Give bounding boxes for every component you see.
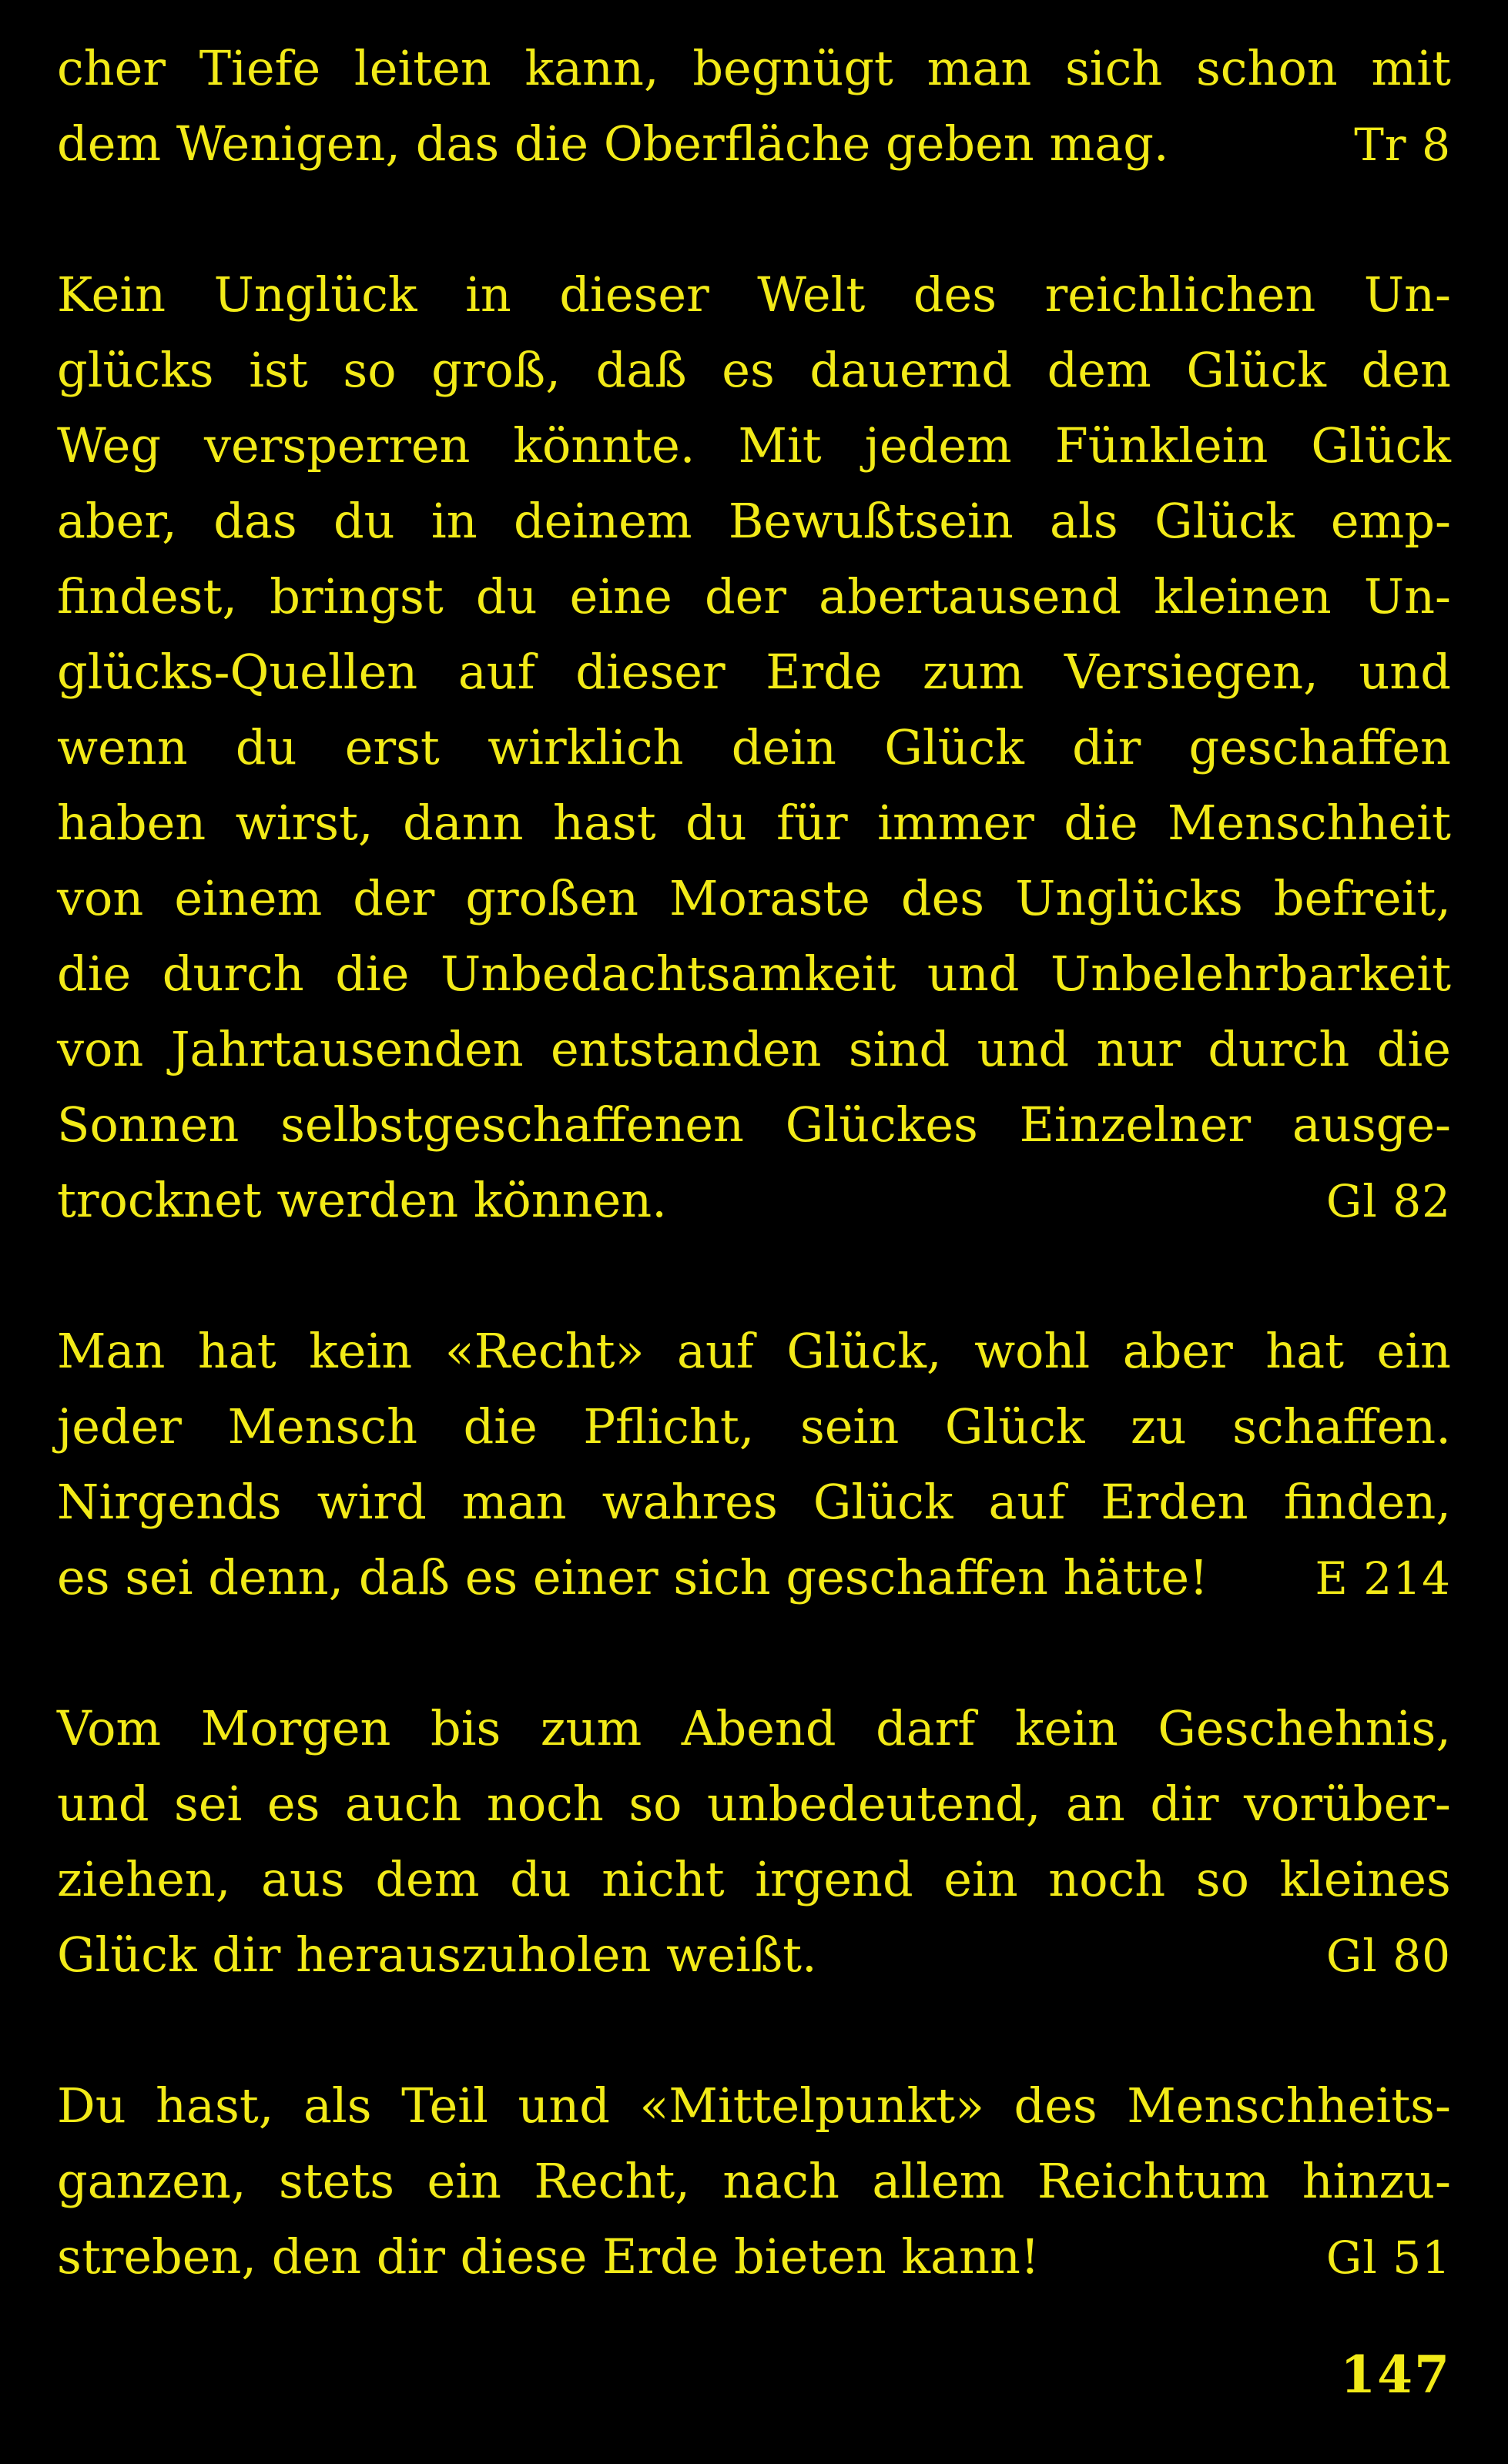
paragraph-gap — [57, 1615, 1451, 1691]
word: die — [335, 946, 410, 1002]
word: Abend — [681, 1700, 836, 1756]
paragraph-gap — [57, 182, 1451, 257]
text-line — [57, 1012, 1451, 1087]
word: immer — [877, 795, 1034, 851]
word: und — [518, 2077, 610, 2134]
paragraph — [57, 31, 1451, 182]
word: mit — [1371, 40, 1451, 96]
word: Nirgends — [57, 1474, 282, 1530]
word: von — [57, 870, 144, 926]
word: kein — [309, 1323, 413, 1379]
word: Geschehnis, — [1158, 1700, 1451, 1756]
word: das — [213, 493, 297, 549]
word: Reichtum — [1037, 2153, 1270, 2209]
text-line — [57, 408, 1451, 484]
word: Glückes — [785, 1096, 978, 1153]
word: bis — [431, 1700, 501, 1756]
word: in — [431, 493, 478, 549]
word: hat — [1265, 1323, 1345, 1379]
word: eine — [569, 568, 672, 624]
text-line — [57, 936, 1451, 1012]
text-line — [57, 1766, 1451, 1842]
word: jedem — [864, 417, 1012, 474]
word: darf — [876, 1700, 976, 1756]
text-line — [57, 2068, 1451, 2144]
word: Morgen — [200, 1700, 391, 1756]
word: auf — [457, 644, 535, 700]
text-line-content: es sei denn, daß es einer sich geschaffen hätte! — [57, 1549, 1208, 1605]
word: Vom — [57, 1700, 162, 1756]
word: des — [900, 870, 985, 926]
word: und — [977, 1021, 1070, 1077]
source-reference: Gl 82 — [1325, 1175, 1451, 1227]
text-line — [57, 333, 1451, 408]
word: Recht, — [534, 2153, 691, 2209]
word: auf — [676, 1323, 754, 1379]
word: und — [927, 946, 1020, 1002]
word: der — [704, 568, 786, 624]
word: sich — [1064, 40, 1163, 96]
word: schon — [1195, 40, 1338, 96]
word: ein — [943, 1851, 1018, 1907]
word: finden, — [1283, 1474, 1451, 1530]
word: cher — [57, 40, 166, 96]
text-line-content: dem Wenigen, das die Oberfläche geben mag. — [57, 116, 1169, 172]
text-line-content: Glück dir herauszuholen weißt. — [57, 1927, 817, 1983]
word: Glück, — [786, 1323, 942, 1379]
word: durch — [162, 946, 304, 1002]
word: könnte. — [513, 417, 695, 474]
word: glücks — [57, 342, 214, 398]
word: einem — [174, 870, 323, 926]
word: kann, — [524, 40, 659, 96]
word: Glück — [884, 719, 1024, 775]
word: man — [927, 40, 1032, 96]
word: ziehen, — [57, 1851, 231, 1907]
word: Bewußtsein — [728, 493, 1014, 549]
word: du — [333, 493, 395, 549]
word: wirst, — [235, 795, 374, 851]
text-line — [57, 1691, 1451, 1766]
word: abertausend — [819, 568, 1122, 624]
word: du — [235, 719, 297, 775]
word: Welt — [757, 266, 866, 323]
word: befreit, — [1273, 870, 1451, 926]
word: bringst — [270, 568, 444, 624]
word: Mit — [738, 417, 822, 474]
source-reference: Tr 8 — [1354, 119, 1451, 171]
text-line — [57, 1389, 1451, 1465]
word: der — [353, 870, 435, 926]
word: Teil — [401, 2077, 488, 2134]
word: und — [57, 1776, 149, 1832]
word: so — [1195, 1851, 1249, 1907]
word: Glück — [813, 1474, 953, 1530]
text-line — [57, 1917, 1451, 1993]
source-reference: Gl 51 — [1325, 2231, 1451, 2284]
text-line — [57, 1087, 1451, 1163]
word: auf — [988, 1474, 1066, 1530]
page-text — [57, 31, 1451, 2295]
word: Pflicht, — [583, 1398, 755, 1455]
word: sein — [800, 1398, 900, 1455]
text-line — [57, 634, 1451, 710]
word: für — [776, 795, 848, 851]
word: ausge- — [1292, 1096, 1451, 1153]
word: großen — [465, 870, 639, 926]
word: wird — [317, 1474, 427, 1530]
text-line — [57, 484, 1451, 559]
text-line — [57, 31, 1451, 106]
word: aus — [261, 1851, 345, 1907]
word: glücks-Quellen — [57, 644, 418, 700]
word: jeder — [57, 1398, 182, 1455]
word: hast, — [156, 2077, 274, 2134]
word: aber — [1122, 1323, 1233, 1379]
word: leiten — [354, 40, 491, 96]
word: «Mittelpunkt» — [639, 2077, 985, 2134]
word: Versiegen, — [1064, 644, 1319, 700]
word: nicht — [602, 1851, 725, 1907]
word: du — [475, 568, 538, 624]
word: Unbelehrbarkeit — [1051, 946, 1451, 1002]
word: dieser — [575, 644, 726, 700]
word: stets — [278, 2153, 395, 2209]
word: unbedeutend, — [706, 1776, 1041, 1832]
word: findest, — [57, 568, 238, 624]
word: haben — [57, 795, 206, 851]
text-line — [57, 785, 1451, 861]
word: ein — [1376, 1323, 1451, 1379]
word: geschaffen — [1188, 719, 1451, 775]
word: Kein — [57, 266, 166, 323]
word: auch — [344, 1776, 462, 1832]
word: deinem — [513, 493, 692, 549]
word: schaffen. — [1232, 1398, 1451, 1455]
word: dem — [1047, 342, 1151, 398]
word: ganzen, — [57, 2153, 246, 2209]
text-line — [57, 1314, 1451, 1389]
text-line — [57, 1540, 1451, 1615]
word: dem — [375, 1851, 480, 1907]
word: erst — [344, 719, 440, 775]
paragraph — [57, 1314, 1451, 1615]
word: ist — [249, 342, 308, 398]
word: des — [913, 266, 997, 323]
word: an — [1065, 1776, 1125, 1832]
word: zu — [1130, 1398, 1187, 1455]
word: die — [1064, 795, 1138, 851]
word: die — [1376, 1021, 1451, 1077]
word: hinzu- — [1302, 2153, 1451, 2209]
word: Glück — [1154, 493, 1295, 549]
paragraph — [57, 1691, 1451, 1993]
word: als — [303, 2077, 372, 2134]
word: Un- — [1363, 266, 1451, 323]
word: Menschheit — [1167, 795, 1451, 851]
word: wirklich — [488, 719, 684, 775]
word: Menschheits- — [1127, 2077, 1451, 2134]
word: so — [343, 342, 397, 398]
word: dir — [1150, 1776, 1219, 1832]
word: in — [465, 266, 511, 323]
word: es — [266, 1776, 320, 1832]
word: begnügt — [692, 40, 893, 96]
word: nur — [1096, 1021, 1181, 1077]
word: kleines — [1279, 1851, 1451, 1907]
word: Erde — [766, 644, 883, 700]
word: den — [1361, 342, 1451, 398]
word: Tiefe — [199, 40, 321, 96]
word: nach — [722, 2153, 839, 2209]
word: durch — [1208, 1021, 1350, 1077]
source-reference: E 214 — [1315, 1552, 1451, 1605]
word: von — [57, 1021, 144, 1077]
word: Du — [57, 2077, 126, 2134]
word: daß — [595, 342, 687, 398]
word: Jahrtausenden — [170, 1021, 524, 1077]
word: «Recht» — [444, 1323, 645, 1379]
word: noch — [1048, 1851, 1166, 1907]
word: dein — [731, 719, 836, 775]
word: hat — [197, 1323, 276, 1379]
word: groß, — [431, 342, 561, 398]
paragraph-gap — [57, 1993, 1451, 2068]
word: als — [1050, 493, 1118, 549]
word: Unglücks — [1015, 870, 1243, 926]
word: Sonnen — [57, 1096, 240, 1153]
word: zum — [923, 644, 1024, 700]
word: es — [722, 342, 775, 398]
word: Weg — [57, 417, 162, 474]
source-reference: Gl 80 — [1325, 1930, 1451, 1982]
word: Mensch — [227, 1398, 418, 1455]
word: wenn — [57, 719, 188, 775]
page-number: 147 — [1340, 2345, 1451, 2405]
word: allem — [872, 2153, 1005, 2209]
word: emp- — [1330, 493, 1451, 549]
word: die — [463, 1398, 538, 1455]
word: Unbedachtsamkeit — [441, 946, 896, 1002]
word: und — [1359, 644, 1451, 700]
word: wahres — [602, 1474, 778, 1530]
word: noch — [486, 1776, 604, 1832]
word: Erden — [1101, 1474, 1248, 1530]
word: so — [628, 1776, 682, 1832]
word: dieser — [559, 266, 709, 323]
text-line — [57, 710, 1451, 785]
word: Glück — [1186, 342, 1326, 398]
text-line — [57, 1842, 1451, 1917]
text-line — [57, 861, 1451, 936]
paragraph — [57, 2068, 1451, 2295]
word: dir — [1072, 719, 1141, 775]
word: kein — [1014, 1700, 1118, 1756]
word: irgend — [755, 1851, 913, 1907]
word: entstanden — [551, 1021, 822, 1077]
word: man — [461, 1474, 567, 1530]
word: vorüber- — [1243, 1776, 1451, 1832]
paragraph-gap — [57, 1238, 1451, 1314]
text-line — [57, 559, 1451, 634]
word: reichlichen — [1044, 266, 1316, 323]
word: hast — [553, 795, 656, 851]
word: sind — [848, 1021, 950, 1077]
word: zum — [540, 1700, 642, 1756]
paragraph — [57, 257, 1451, 1238]
word: versperren — [204, 417, 471, 474]
word: wohl — [974, 1323, 1091, 1379]
word: Glück — [1311, 417, 1451, 474]
word: kleinen — [1154, 568, 1332, 624]
word: aber, — [57, 493, 177, 549]
word: Fünklein — [1054, 417, 1268, 474]
word: Un- — [1363, 568, 1451, 624]
word: die — [57, 946, 132, 1002]
word: Moraste — [669, 870, 870, 926]
text-line — [57, 1163, 1451, 1238]
text-line — [57, 106, 1451, 182]
word: dauernd — [809, 342, 1012, 398]
word: Glück — [944, 1398, 1085, 1455]
word: dann — [403, 795, 524, 851]
word: Unglück — [213, 266, 417, 323]
text-line — [57, 2144, 1451, 2219]
word: des — [1014, 2077, 1097, 2134]
text-line — [57, 1465, 1451, 1540]
text-line — [57, 2219, 1451, 2295]
text-line-content: streben, den dir diese Erde bieten kann! — [57, 2228, 1040, 2285]
word: Einzelner — [1019, 1096, 1252, 1153]
word: du — [510, 1851, 571, 1907]
text-line-content: trocknet werden können. — [57, 1172, 667, 1228]
text-line — [57, 257, 1451, 333]
word: selbstgeschaffenen — [280, 1096, 744, 1153]
word: du — [685, 795, 747, 851]
word: sei — [174, 1776, 243, 1832]
word: Man — [57, 1323, 166, 1379]
word: ein — [427, 2153, 501, 2209]
